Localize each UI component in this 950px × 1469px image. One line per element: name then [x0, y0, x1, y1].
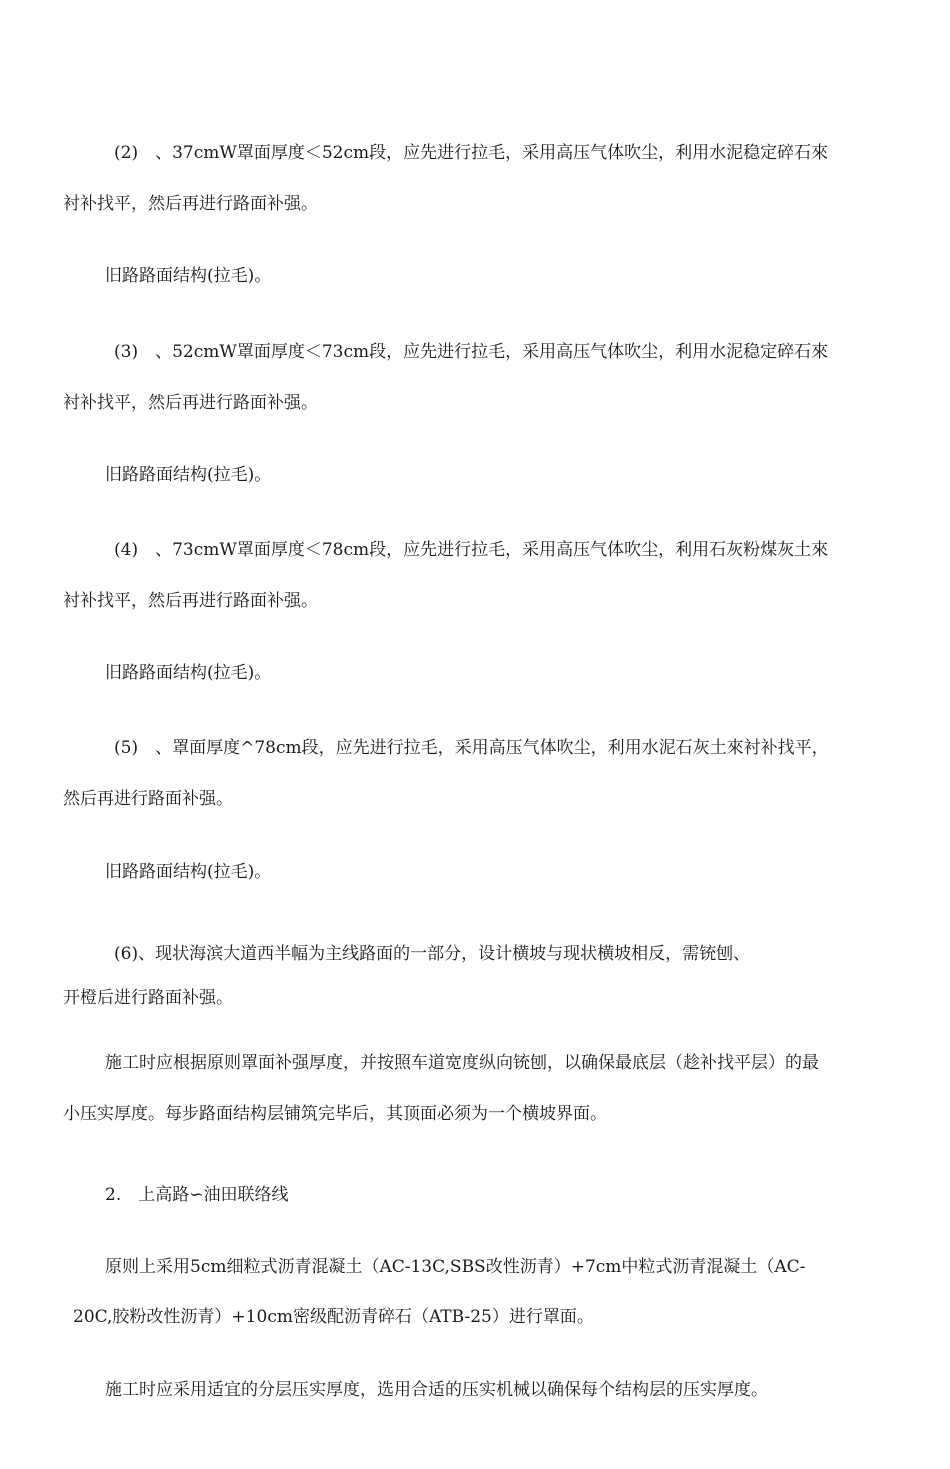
caption-old-road-structure: 旧路路面结构(拉毛)。 [105, 663, 272, 683]
overlay-spec-line-1: 原则上采用5cm细粒式沥青混凝土（AC-13C,SBS改性沥青）+7cm中粒式沥青混凝土（AC- [105, 1257, 806, 1277]
paragraph-2-line-1: (2) 、37cmW罩面厚度＜52cm段，应先进行拉毛，采用高压气体吹尘，利用水泥稳定碎石來 [114, 143, 829, 163]
paragraph-3-line-1: (3) 、52cmW罩面厚度＜73cm段，应先进行拉毛，采用高压气体吹尘，利用水泥稳定碎石來 [114, 342, 829, 362]
paragraph-2-line-2: 衬补找平，然后再进行路面补强。 [63, 194, 318, 214]
paragraph-5-line-2: 然后再进行路面补强。 [63, 789, 233, 809]
paragraph-4-line-1: (4) 、73cmW罩面厚度＜78cm段，应先进行拉毛，采用高压气体吹尘，利用石灰粉煤灰土來 [114, 540, 829, 560]
construction-note-line-2: 小压实厚度。每步路面结构层铺筑完毕后，其顶面必须为一个横坡界面。 [63, 1104, 607, 1124]
section-heading-2: 2. 上高路∽油田联络线 [105, 1185, 289, 1205]
construction-note-line-1: 施工时应根据原则罩面补强厚度，并按照车道宽度纵向铳刨，以确保最底层（趁补找平层）的最 [105, 1053, 819, 1073]
caption-old-road-structure: 旧路路面结构(拉毛)。 [105, 465, 272, 485]
paragraph-6-line-1: (6)、现状海滨大道西半幅为主线路面的一部分，设计横坡与现状横坡相反，需铳刨、 [114, 944, 751, 964]
paragraph-3-line-2: 衬补找平，然后再进行路面补强。 [63, 393, 318, 413]
caption-old-road-structure: 旧路路面结构(拉毛)。 [105, 862, 272, 882]
compaction-note: 施工时应采用适宜的分层压实厚度，选用合适的压实机械以确保每个结构层的压实厚度。 [105, 1380, 768, 1400]
paragraph-5-line-1: (5) 、罩面厚度^78cm段，应先进行拉毛，采用高压气体吹尘，利用水泥石灰土來衬补找平， [114, 738, 829, 758]
overlay-spec-line-2: 20C,胶粉改性沥青）+10cm密级配沥青碎石（ATB-25）进行罩面。 [73, 1307, 594, 1327]
paragraph-6-line-2: 开橙后进行路面补强。 [63, 988, 233, 1008]
paragraph-4-line-2: 衬补找平，然后再进行路面补强。 [63, 591, 318, 611]
caption-old-road-structure: 旧路路面结构(拉毛)。 [105, 266, 272, 286]
